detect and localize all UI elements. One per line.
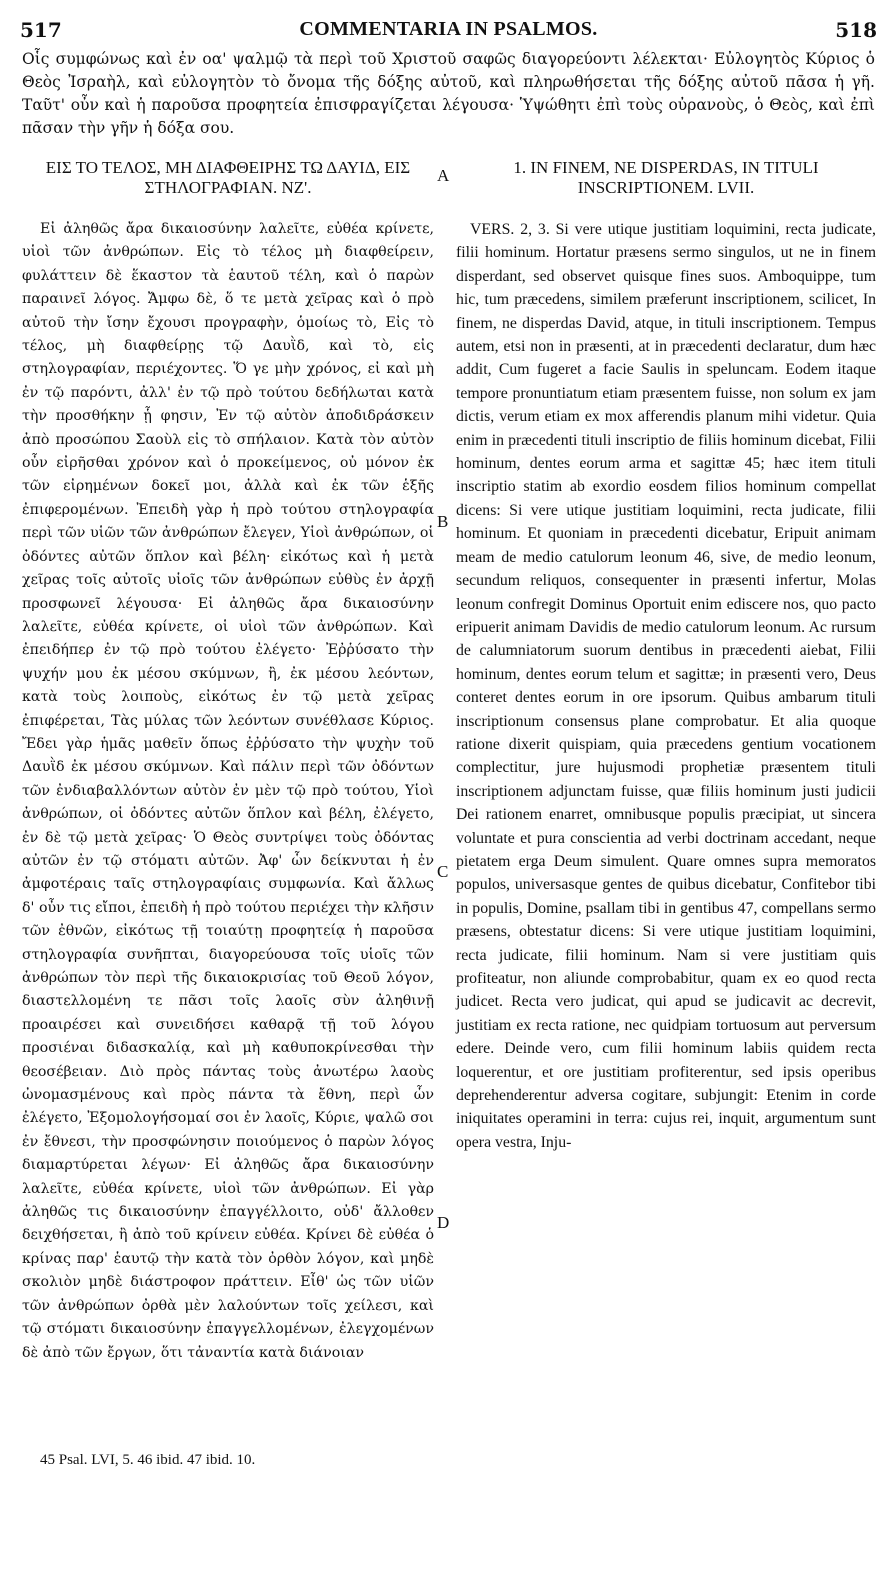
greek-text: Εἰ ἀληθῶς ἄρα δικαιοσύνην λαλεῖτε, εὐθέα κρίνετε, υἱοὶ τῶν ἀνθρώπων. Εἰς τὸ τέλος μὴ διαφθείρειν, φυλάττειν δὲ ἕκαστον τὰ ἑαυτοῦ τέλη, καὶ ὁ παρὼν παραινεῖ λόγος. Ἄμφω δὲ, ὅ τε μετὰ χεῖρας καὶ ὁ πρὸ αὐτοῦ τὴν ἴσην ἔχουσι προγραφὴν, ὁμοίως τὸ, Εἰς τὸ τέλος, μὴ διαφθείρῃς τῷ Δαυῒδ, καὶ τὸ, εἰς στηλογραφίαν, περιέχοντες. Ὅ γε μὴν χρόνος, εἰ καὶ μὴ ἐν τῷ παρόντι, ἀλλ' ἐν τῷ πρὸ τούτου δεδήλωται κατὰ τὴν προσθήκην ᾗ φησιν, Ἐν τῷ αὐτὸν ἀποδιδράσκειν ἀπὸ προσώπου Σαοὺλ εἰς τὸ σπήλαιον. Κατὰ τὸν αὐτὸν οὖν εἰρῆσθαι χρόνον καὶ ὁ προκείμενος, οὐ μόνον ἐκ τῶν εἰρημένων δοκεῖ μοι, ἀλλὰ καὶ ἐκ τῶν ἑξῆς ἐπιφερομένων. Ἐπειδὴ γὰρ ἡ πρὸ τούτου στηλογραφία περὶ τῶν υἱῶν τῶν ἀνθρώπων ἔλεγεν, Υἱοὶ ἀνθρώπων, οἱ ὀδόντες αὐτῶν ὅπλον καὶ βέλη· εἰκότως καὶ ἡ μετὰ χεῖρας τοῖς αὐτοῖς υἱοῖς τῶν ἀνθρώπων εὐθὺς ἐν ἀρχῇ προσφωνεῖ λέγουσα· Εἰ ἀληθῶς ἄρα δικαιοσύνην λαλεῖτε, εὐθέα κρίνετε, οἱ υἱοὶ τῶν ἀνθρώπων. Καὶ ἐπειδήπερ ἐν τῷ πρὸ τούτου ἐλέγετο· Ἐῤῥύσατο τὴν ψυχήν μου ἐκ μέσου σκύμνων, ἢ, ἐκ μέσου λεόντων, κατὰ τοὺς λοιποὺς, εἰκότως ἐν τῷ μετὰ χεῖρας ἐπιφέρεται, Τὰς μύλας τῶν λεόντων συνέθλασε Κύριος. Ἔδει γὰρ ἡμᾶς μαθεῖν ὅπως ἐῤῥύσατο τὴν ψυχὴν τοῦ Δαυῒδ ἐκ μέσου σκύμνων. Καὶ πάλιν περὶ τῶν ὀδόντων τῶν ἐνδιαβαλλόντων αὐτὸν ἐν μὲν τῷ πρὸ τούτου, Υἱοὶ ἀνθρώπων, οἱ ὀδόντες αὐτῶν ὅπλον καὶ βέλη, ἐλέγετο, ἐν δὲ τῷ μετὰ χεῖρας· Ὁ Θεὸς συντρίψει τοὺς ὀδόντας αὐτῶν ἐν τῷ στόματι αὐτῶν. Ἀφ' ὧν δείκνυται ἡ ἐν ἀμφοτέραις ταῖς στηλογραφίαις συμφωνία. Καὶ ἄλλως δ' οὖν τις εἴποι, ἐπειδὴ ἡ πρὸ τούτου περιέχει τὴν κλῆσιν τῶν ἐθνῶν, εἰκότως τῇ τοιαύτῃ προφητείᾳ ἡ παροῦσα στηλογραφία συνῆπται, διαγορεύουσα τοῖς υἱοῖς τῶν ἀνθρώπων τὸν περὶ τῆς δικαιοκρισίας τοῦ Θεοῦ λόγον, διαστελλομένη τε πᾶσι τοῖς λαοῖς σὺν ἀληθινῇ προαιρέσει καὶ συνειδήσει καθαρᾷ τῇ τοῦ λόγου προσιέναι διδασκαλίᾳ, καὶ μὴ καθυποκρίνεσθαι τὴν θεοσέβειαν. Διὸ πρὸς πάντας τοὺς ἀνωτέρω λαοὺς ὠνομασμένους καὶ πρὸς πάντα τὰ ἔθνη, περὶ ὧν ἐλέγετο, Ἐξομολογήσομαί σοι ἐν λαοῖς, Κύριε, ψαλῶ σοι ἐν ἔθνεσι, τὴν προσφώνησιν ποιούμενος ὁ παρὼν λόγος διαμαρτύρεται λέγων· Εἰ ἀληθῶς ἄρα δικαιοσύνην λαλεῖτε, εὐθέα κρίνετε, υἱοὶ τῶν ἀνθρώπων. Εἰ γὰρ ἀληθῶς τις δικαιοσύνην ἐπαγγέλλοιτο, οὐδ' ἄλλοθεν δειχθήσεται, ἢ ἀπὸ τοῦ κρίνειν εὐθέα. Κρίνει δὲ εὐθέα ὁ κρίνας παρ' ἑαυτῷ τὴν κατὰ τὸν ὀρθὸν λόγον, καὶ μηδὲ σκολιὸν μηδὲ διάστροφον πράττειν. Εἶθ' ὡς τῶν υἱῶν τῶν ἀνθρώπων ὀρθὰ μὲν λαλούντων τοῖς χείλεσι, καὶ τῷ στόματι δικαιοσύνην ἐπαγγελλομένων, ἐλεγχομένων δὲ ἀπὸ τῶν ἔργων, ὅτι τἀναντία κατὰ διάνοιαν [22,221,434,1361]
latin-heading: 1. IN FINEM, NE DISPERDAS, IN TITULI INSCRIPTIONEM. LVII. [513,158,819,197]
margin-letter-d: D [437,1213,450,1232]
greek-column [22,158,434,1365]
running-header [20,18,877,42]
page-number-left: 517 [20,18,62,42]
footnotes: 45 Psal. LVI, 5. 46 ibid. 47 ibid. 10. [40,1452,256,1468]
latin-text: VERS. 2, 3. Si vere utique justitiam loquimini, recta judicate, filii hominum. Hortatur præsens sermo singulos, ut ne in finem disperdant, sed observet quisque fines suos. Amboquippe, tum hic, tum præcedens, similem præferunt inscriptionem, scilicet, In finem, ne disperdas David, atque, in tituli inscriptionem. Tempus autem, etsi non in præsenti, at in præcedenti declaratur, dum hæc addit, Cum fugeret a facie Saulis in speluncam. Eodem itaque tempore pronuntiatum etiam præsentem fuisse, non solum ex jam dictis, verum etiam ex mox afferendis planum mihi videtur. Quia enim in præcedenti tituli inscriptio de filiis hominum dicebat, Filii hominum, dentes eorum arma et sagittæ 45; hæc item tituli inscriptio statim ab exordio eosdem filios hominum compellat dicens: Si vere utique justitiam loquimini, recta judicate, filii hominum. Et quoniam in præcedenti dicebatur, Eripuit animam meam de medio catulorum leonum 46, sive, de medio leonum, secundum reliquos, consequenter in præsenti infertur, Molas leonum confregit Dominus Oportuit enim ediscere nos, quo pacto eripuerit animam Davidis de medio catulorum leonum. Ac rursum de calumniatorum suorum dentibus in præcedenti aiebat, Filii hominum, dentes eorum telum et sagittæ; in præsenti vero, Deus conteret dentes eorum in ore ipsorum. Quibus ambarum tituli inscriptionum consensus plane comprobatur. Et alia quoque ratione dixerit quispiam, quia præcedens gentium vocationem complectitur, jure hujusmodi prophetiæ præsentem tituli inscriptionem adjunctam fuisse, quæ filiis hominum justi judicii Dei rationem enarret, omnibusque populis præcipiat, ut sincera voluntate et pura conscientia ad verbi doctrinam accedant, neque pietatem erga Deum simulent. Quare omnes supra memoratos populos, universasque gentes de quibus dicebatur, Confitebor tibi in populis, Domine, psallam tibi in gentibus 47, compellans sermo præsens, obtestatur dicens: Si vere utique justitiam loquimini, recta judicate, filii hominum. Nam si vere justitiam quis profiteatur, non aliunde comprobabitur, quam ex eo quod recta judicet. Recta vero judicat, qui apud se judicavit ac decrevit, justitiam ex recta ratione, nec quidpiam tortuosum aut perversum edere. Deinde vero, cum filii hominum labiis quidem recta loquerentur, et ore justitiam profiterentur, sed ipsis operibus deprehenderentur adversa cogitare, subjungit: Etenim in corde iniquitates operamini in terra: cujus rei, inquit, argumentum sunt opera vestra, Inju- [456,221,876,1151]
intro-text: Οἷς συμφώνως καὶ ἐν οα' ψαλμῷ τὰ περὶ τοῦ Χριστοῦ σαφῶς διαγορεύοντι λέλεκται· Εὐλογητὸς Κύριος ὁ Θεὸς Ἰσραὴλ, καὶ εὐλογητὸν τὸ ὄνομα τῆς δόξης αὐτοῦ, καὶ πληρωθήσεται τῆς δόξης αὐτοῦ πᾶσα ἡ γῆ. Ταῦτ' οὖν καὶ ἡ παροῦσα προφητεία ἐπισφραγίζεται λέγουσα· Ὑψώθητι ἐπὶ τοὺς οὐρανοὺς, ὁ Θεὸς, καὶ ἐπὶ πᾶσαν τὴν γῆν ἡ δόξα σου. [22,50,875,137]
latin-column [456,158,876,1154]
greek-heading: ΕΙΣ ΤΟ ΤΕΛΟΣ, ΜΗ ΔΙΑΦΘΕΙΡΗΣ ΤΩ ΔΑΥΙΔ, ΕΙΣ ΣΤΗΛΟΓΡΑΦΙΑΝ. ΝΖ'. [45,158,411,197]
margin-letter-c: C [437,862,449,881]
page-number-right: 518 [835,18,877,42]
margin-letter-a: A [437,166,450,185]
running-title: COMMENTARIA IN PSALMOS. [299,18,598,40]
intro-paragraph [22,48,875,140]
margin-letter-b: B [437,512,449,531]
